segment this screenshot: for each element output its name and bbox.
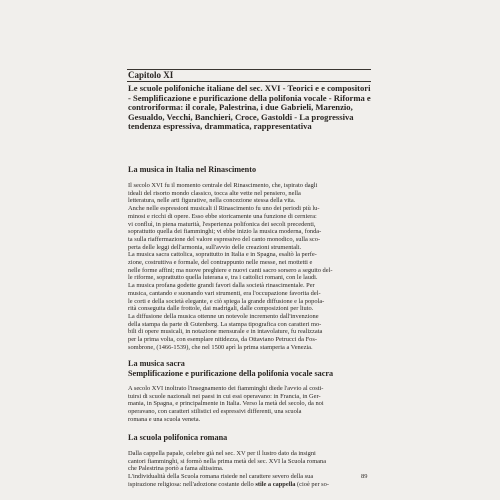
text-line: le riforme, soprattutto quella luterana e, tra i cattolici romani, con le laudi. bbox=[128, 274, 318, 282]
section-body-renaissance bbox=[128, 182, 374, 351]
chapter-rule-bottom bbox=[127, 81, 371, 82]
text-line: Dalla cappella papale, celebre già nel sec. XV per il lustro dato da insigni bbox=[128, 450, 316, 457]
chapter-label: Capitolo XI bbox=[128, 70, 174, 80]
text-line: tuirsi di scuole nazionali nei paesi in cui essi operavano: in Francia, in Ger- bbox=[128, 392, 321, 400]
text-line: letteratura, nelle arti figurative, nella concezione stessa della vita. bbox=[128, 197, 296, 205]
text-line: zione, costruttiva e formale, del contrappunto nelle messe, nei mottetti e bbox=[128, 259, 313, 267]
section-heading-renaissance: La musica in Italia nel Rinascimento bbox=[128, 165, 257, 174]
text-line: rità conseguita dalle frottole, dai madrigali, dalle composizioni per liuto. bbox=[128, 305, 314, 313]
text-line: le corti e della società elegante, e ciò spiega la grande diffusione e la popola- bbox=[128, 297, 325, 305]
text-line: mania, in Spagna, e principalmente in Italia. Verso la metà del secolo, da noi bbox=[128, 400, 324, 408]
text-line: bili di opere musicali, in notazione mensurale e in intavolature, fu realizzata bbox=[128, 328, 323, 336]
text-line: ispirazione religiosa: nell'adozione costante dello stile a cappella (cioè per so- bbox=[128, 480, 329, 488]
text-line: perta delle leggi dell'armonia, sull'avvio delle creazioni strumentali. bbox=[128, 243, 302, 251]
section-heading-roman-school: La scuola polifonica romana bbox=[128, 433, 228, 442]
text-line: minosi e ricchi di opere. Esso ebbe storicamente una funzione di cerniera: bbox=[128, 212, 317, 220]
text-line: romana e una scuola veneta. bbox=[128, 415, 201, 423]
text-line: che Palestrina portò a fama altissima. bbox=[128, 465, 224, 473]
text-line: L'individualità della Scuola romana risiede nel carattere severo della sua bbox=[128, 473, 314, 481]
text-line: sombrone, (1466-1539), che nel 1500 aprì la prima stamperia a Venezia. bbox=[128, 343, 313, 351]
chapter-title: Le scuole polifoniche italiane del sec. XVI - Teorici e e compositori - Semplificazione e purificazione della polifonia vocale - Riforma e controriforma: il corale, Palestrina, i due Gabrieli, Marenzio, Gesualdo, Vecchi, Banchieri, Croce, Gastoldi - La progressiva tendenza espressiva, drammatica, rappresentativa bbox=[128, 83, 371, 132]
text-line: cantori fiamminghi, si formò nella prima metà del sec. XVI la Scuola romana bbox=[128, 457, 327, 465]
text-line: La diffusione della musica ottenne un notevole incremento dall'invenzione bbox=[128, 312, 319, 320]
text-line: musica, cantando e suonando vari strumenti, era l'occupazione favorita del- bbox=[128, 289, 321, 297]
text-line: Il secolo XVI fu il momento centrale del Rinascimento, che, ispirato dagli bbox=[128, 182, 318, 189]
text-line: nelle forme affini; ma nuove preghiere e nuovi canti sacro sorsero a seguito del- bbox=[128, 266, 333, 274]
page-number: 89 bbox=[361, 473, 368, 480]
text-line: soprattutto quella dei fiamminghi; vi ebbe inizio la musica moderna, fonda- bbox=[128, 228, 322, 236]
text-line: ta sulla riaffermazione del valore espressivo del canto monodico, sulla sco- bbox=[128, 235, 321, 243]
text-line: La musica sacra cattolica, soprattutto in Italia e in Spagna, esaltò la perfe- bbox=[128, 251, 317, 259]
text-line: operavano, con caratteri stilistici ed espressivi differenti, una scuola bbox=[128, 408, 302, 416]
text-line: A secolo XVI inoltrato l'insegnamento dei fiamminghi diede l'avvio al costi- bbox=[128, 385, 324, 392]
text-line: ideali del risorto mondo classico, tocca alte vette nel pensiero, nella bbox=[128, 189, 301, 197]
text-line: La musica profana godette grandi favori dalla società rinascimentale. Per bbox=[128, 282, 315, 290]
text-line: vi confluì, in piena maturità, l'esperienza polifonica dei secoli precedenti, bbox=[128, 220, 316, 228]
section-subheading-sacred-music: Semplificazione e purificazione della polifonia vocale sacra bbox=[128, 369, 334, 378]
text-line: Anche nelle espressioni musicali il Rinascimento fu uno dei periodi più lu- bbox=[128, 205, 320, 213]
text-line: della stampa da parte di Gutenberg. La stampa tipografica con caratteri mo- bbox=[128, 320, 322, 328]
section-body-sacred-music bbox=[128, 385, 374, 424]
section-body-roman-school bbox=[128, 450, 374, 489]
text-line: per la prima volta, con esemplare nitidezza, da Ottaviano Petrucci da Fos- bbox=[128, 336, 317, 344]
section-heading-sacred-music: La musica sacra bbox=[128, 359, 185, 368]
